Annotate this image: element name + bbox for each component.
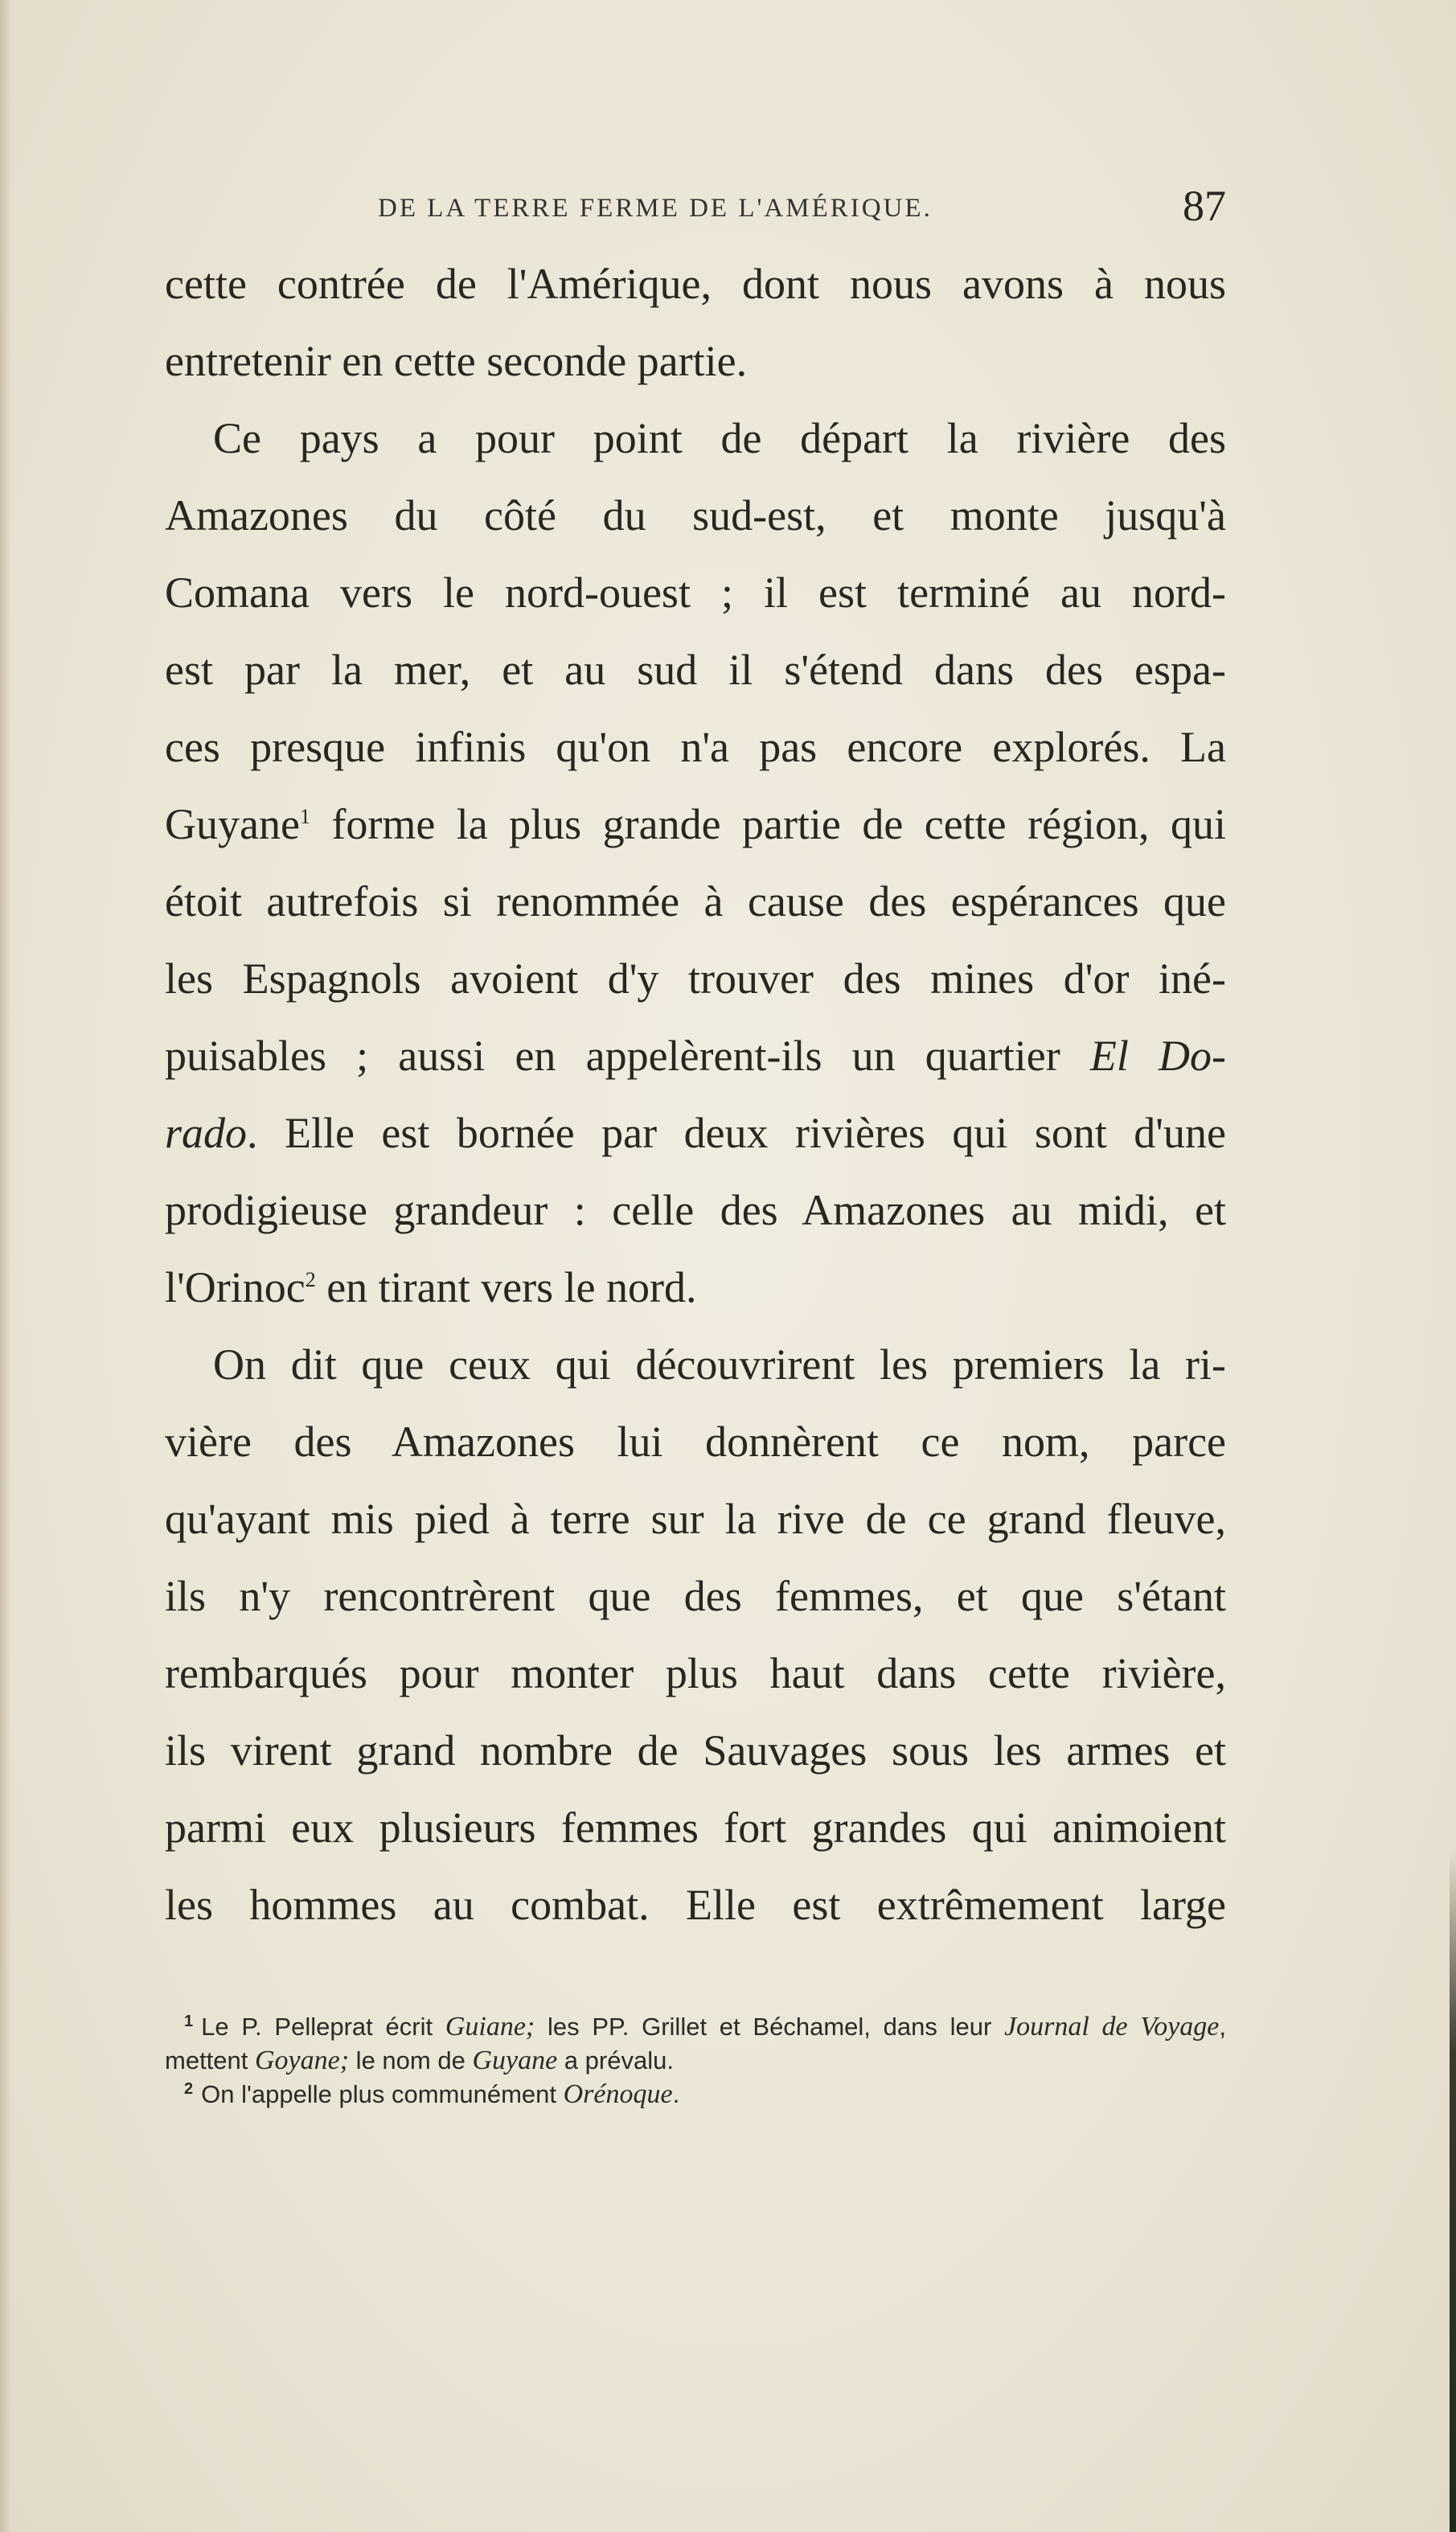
italic-term: Journal de Voyage xyxy=(1004,2012,1220,2042)
text-line xyxy=(165,1249,1226,1326)
body-text xyxy=(165,245,1226,1943)
italic-term: El Do- xyxy=(1089,1032,1226,1080)
footnote-2 xyxy=(165,2078,1226,2111)
text-line: Comana vers le nord-ouest ; il est terminé au nord- xyxy=(165,568,1226,617)
text-line xyxy=(165,1094,1226,1172)
text-run: Le P. Pelleprat écrit xyxy=(201,2013,445,2041)
text-run: les PP. Grillet et Béchamel, dans leur xyxy=(535,2013,1005,2041)
footnote-mark: 2 xyxy=(184,2079,194,2098)
text-run: . Elle est bornée par deux rivières qui sont d'une xyxy=(247,1109,1226,1157)
text-run: en tirant vers le nord. xyxy=(315,1263,697,1311)
text-line: On dit que ceux qui découvrirent les premiers la ri- xyxy=(213,1340,1226,1389)
text-run: . xyxy=(672,2080,680,2108)
text-line: les hommes au combat. Elle est extrêmement large xyxy=(165,1881,1226,1929)
text-line: Amazones du côté du sud-est, et monte jusqu'à xyxy=(165,491,1226,540)
text-line: cette contrée de l'Amérique, dont nous avons à nous xyxy=(165,260,1226,308)
running-title: DE LA TERRE FERME DE L'AMÉRIQUE. xyxy=(378,194,933,223)
text-line: ils n'y rencontrèrent que des femmes, et que s'étant xyxy=(165,1572,1226,1620)
italic-term: Guyane xyxy=(472,2046,558,2075)
italic-term: Guiane; xyxy=(445,2012,535,2042)
italic-term: Orénoque xyxy=(563,2079,673,2109)
text-line: les Espagnols avoient d'y trouver des mines d'or iné- xyxy=(165,954,1226,1003)
text-line: ils virent grand nombre de Sauvages sous les armes et xyxy=(165,1726,1226,1775)
text-run: a prévalu. xyxy=(557,2046,674,2074)
footnotes xyxy=(165,2010,1226,2111)
page-number: 87 xyxy=(1183,182,1226,230)
text-line xyxy=(165,786,1226,863)
page-content xyxy=(165,181,1226,1943)
footnote-mark: 1 xyxy=(184,2012,194,2030)
text-run: le nom de xyxy=(349,2046,473,2074)
running-head xyxy=(165,181,1226,229)
text-line: ces presque infinis qu'on n'a pas encore explorés. La xyxy=(165,723,1226,771)
text-run: , mettent xyxy=(165,2013,1227,2074)
text-line: qu'ayant mis pied à terre sur la rive de ce grand fleuve, xyxy=(165,1495,1226,1543)
italic-term: rado xyxy=(165,1109,248,1157)
text-line: rembarqués pour monter plus haut dans cette rivière, xyxy=(165,1649,1226,1697)
text-line: étoit autrefois si renommée à cause des espérances que xyxy=(165,877,1226,925)
footnote-1 xyxy=(165,2010,1226,2078)
text-line: entretenir en cette seconde partie. xyxy=(165,337,748,385)
text-line xyxy=(165,1017,1226,1094)
text-run: l'Orinoc xyxy=(165,1263,306,1311)
text-line: parmi eux plusieurs femmes fort grandes qui animoient xyxy=(165,1804,1226,1852)
text-run: forme la plus grande partie de cette région, qui xyxy=(310,800,1226,848)
page-edge-shadow xyxy=(1450,1849,1456,2532)
text-line: prodigieuse grandeur : celle des Amazones au midi, et xyxy=(165,1186,1226,1234)
footnote-reference[interactable]: 1 xyxy=(299,805,310,828)
binding-shadow xyxy=(0,0,11,2532)
text-run: On l'appelle plus communément xyxy=(201,2080,564,2108)
text-line: est par la mer, et au sud il s'étend dans des espa- xyxy=(165,646,1226,694)
text-run: Guyane xyxy=(165,800,300,848)
text-run: puisables ; aussi en appelèrent-ils un quartier xyxy=(165,1032,1090,1080)
italic-term: Goyane; xyxy=(255,2046,350,2075)
text-line: Ce pays a pour point de départ la rivière des xyxy=(213,414,1226,462)
footnote-reference[interactable]: 2 xyxy=(305,1268,316,1291)
text-line: vière des Amazones lui donnèrent ce nom, parce xyxy=(165,1418,1226,1466)
